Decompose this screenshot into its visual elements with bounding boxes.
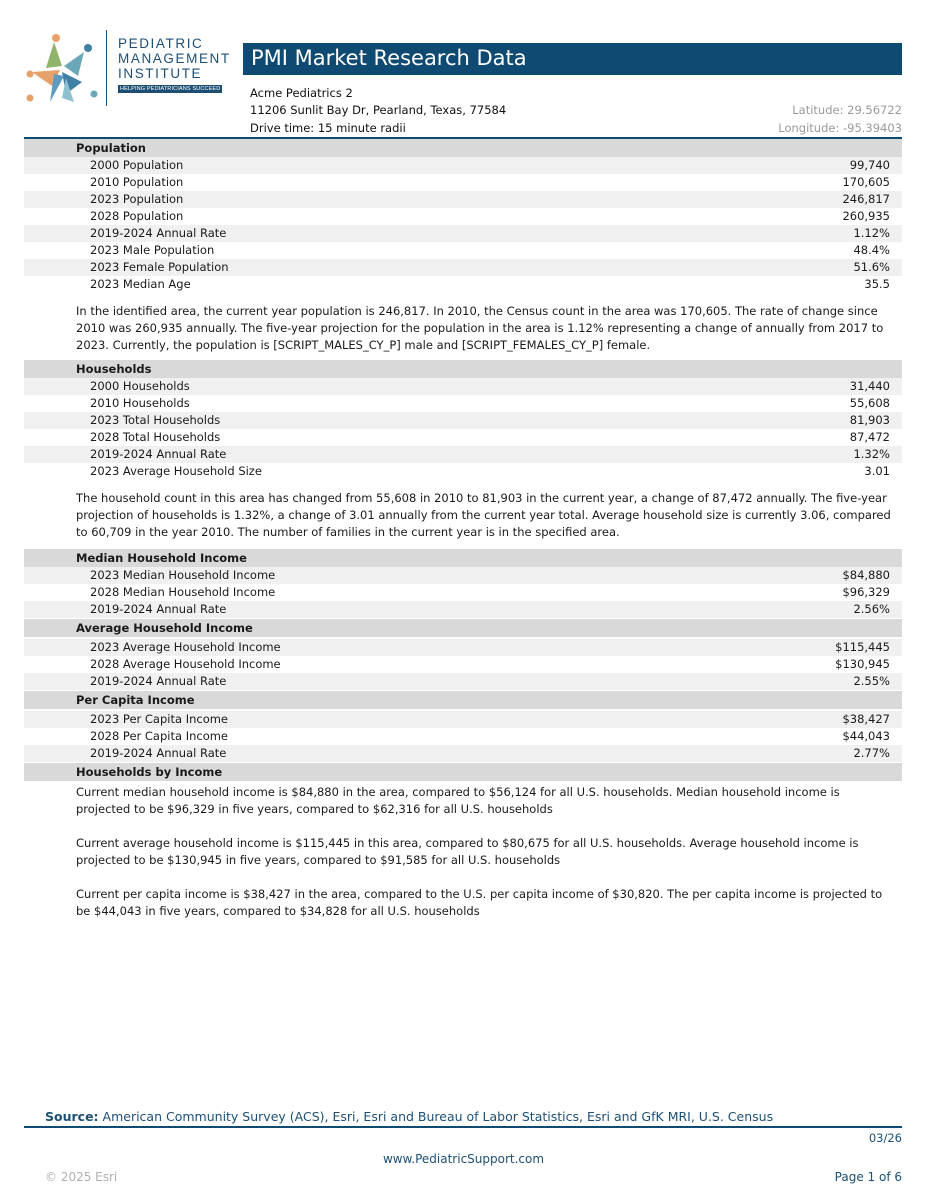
row-label: 2019-2024 Annual Rate [90, 674, 227, 688]
logo-divider [106, 30, 107, 106]
section-heading-median-income: Median Household Income [24, 549, 902, 567]
logo-line-3: INSTITUTE [118, 66, 203, 81]
section-heading-population: Population [24, 139, 902, 157]
logo-wordmark [118, 36, 231, 81]
table-row [24, 276, 902, 293]
row-value: 2.55% [853, 674, 890, 688]
row-label: 2023 Female Population [90, 260, 229, 274]
table-row [24, 191, 902, 208]
income-paragraph-per-capita: Current per capita income is $38,427 in the area, compared to the U.S. per capita income of $30,820. The per capita income is projected to be $44,043 in five years, compared to $34,828 for all U.S. households [76, 887, 883, 918]
row-label: 2028 Per Capita Income [90, 729, 229, 743]
row-label: 2028 Median Household Income [90, 585, 276, 599]
footer-divider [24, 1126, 902, 1128]
footer-code: 03/26 [868, 1131, 902, 1145]
table-row [24, 446, 902, 463]
row-value: 246,817 [842, 192, 890, 206]
row-label: 2000 Households [90, 379, 190, 393]
table-row [24, 745, 902, 762]
row-label: 2023 Median Household Income [90, 568, 276, 582]
source-line [45, 1109, 773, 1124]
pmi-logo [24, 30, 239, 110]
row-label: 2023 Median Age [90, 277, 191, 291]
table-row [24, 242, 902, 259]
row-value: $44,043 [842, 729, 890, 743]
logo-line-2: MANAGEMENT [118, 51, 231, 66]
table-row [24, 395, 902, 412]
income-paragraph-average: Current average household income is $115,445 in this area, compared to $80,675 for all U.S. households. Average household income is projected to be $130,945 in five years, compared to $91,585 for all U.S. households [76, 836, 859, 867]
row-value: 1.12% [853, 226, 890, 240]
table-row [24, 429, 902, 446]
site-address: 11206 Sunlit Bay Dr, Pearland, Texas, 77584 [250, 103, 507, 117]
row-value: 2.77% [853, 746, 890, 760]
section-heading-average-income: Average Household Income [24, 619, 902, 637]
logo-line-1: PEDIATRIC [118, 36, 204, 51]
row-label: 2023 Population [90, 192, 184, 206]
source-label: Source: [45, 1109, 99, 1124]
row-label: 2000 Population [90, 158, 184, 172]
row-value: 3.01 [864, 464, 890, 478]
table-row [24, 208, 902, 225]
row-value: 48.4% [853, 243, 890, 257]
row-value: 170,605 [842, 175, 890, 189]
row-label: 2019-2024 Annual Rate [90, 447, 227, 461]
report-title: PMI Market Research Data [243, 43, 902, 75]
copyright: © 2025 Esri [45, 1170, 118, 1184]
section-heading-households-by-income: Households by Income [24, 763, 902, 781]
table-row [24, 259, 902, 276]
report-body [24, 139, 902, 920]
row-value: 1.32% [853, 447, 890, 461]
row-label: 2019-2024 Annual Rate [90, 602, 227, 616]
table-row [24, 584, 902, 601]
row-value: 35.5 [864, 277, 890, 291]
row-value: 51.6% [853, 260, 890, 274]
population-summary: In the identified area, the current year population is 246,817. In 2010, the Census count in the area was 170,605. The rate of change since 2010 was 260,935 annually. The five-year projection for the population in the area is 1.12% representing a change of annually from 2017 to 2023. Currently, the population is [SCRIPT_MALES_CY_P] male and [SCRIPT_FEMALES_CY_P] female. [76, 304, 884, 352]
table-row [24, 711, 902, 728]
table-row [24, 412, 902, 429]
table-row [24, 567, 902, 584]
row-value: $96,329 [842, 585, 890, 599]
site-name: Acme Pediatrics 2 [250, 86, 353, 100]
source-text: American Community Survey (ACS), Esri, Esri and Bureau of Labor Statistics, Esri and GfK MRI, U.S. Census [102, 1109, 774, 1124]
row-value: $130,945 [835, 657, 890, 671]
row-label: 2028 Average Household Income [90, 657, 281, 671]
table-row [24, 463, 902, 480]
row-label: 2019-2024 Annual Rate [90, 746, 227, 760]
row-label: 2023 Per Capita Income [90, 712, 229, 726]
section-heading-per-capita: Per Capita Income [24, 691, 902, 709]
row-value: 87,472 [849, 430, 890, 444]
logo-tagline: HELPING PEDIATRICIANS SUCCEED [120, 86, 221, 92]
row-label: 2023 Male Population [90, 243, 215, 257]
row-label: 2023 Average Household Size [90, 464, 262, 478]
row-label: 2028 Population [90, 209, 184, 223]
households-summary: The household count in this area has changed from 55,608 in 2010 to 81,903 in the current year, a change of 87,472 annually. The five-year projection of households is 1.32%, a change of 3.01 annually from the current year total. Average household size is currently 3.06, compared to 60,709 in the year 2010. The number of families in the current year is in the specified area. [76, 491, 891, 539]
row-value: $38,427 [842, 712, 890, 726]
section-heading-households: Households [24, 360, 902, 378]
website-link[interactable]: www.PediatricSupport.com [382, 1152, 545, 1166]
income-paragraph-median: Current median household income is $84,880 in the area, compared to $56,124 for all U.S. households. Median household income is projected to be $96,329 in five years, compared to $62,316 for all U.S. households [76, 785, 840, 816]
table-row [24, 656, 902, 673]
table-row [24, 601, 902, 618]
page-number: Page 1 of 6 [834, 1170, 902, 1184]
row-value: 55,608 [849, 396, 890, 410]
latitude: Latitude: 29.56722 [792, 103, 902, 117]
row-label: 2010 Households [90, 396, 190, 410]
row-label: 2010 Population [90, 175, 184, 189]
table-row [24, 225, 902, 242]
row-value: $84,880 [842, 568, 890, 582]
table-row [24, 378, 902, 395]
longitude: Longitude: -95.39403 [778, 121, 902, 135]
star-figure-logo-icon [24, 32, 102, 104]
table-row [24, 673, 902, 690]
row-value: 99,740 [849, 158, 890, 172]
drive-time: Drive time: 15 minute radii [250, 121, 406, 135]
table-row [24, 174, 902, 191]
row-label: 2023 Total Households [90, 413, 221, 427]
table-row [24, 639, 902, 656]
row-value: 260,935 [842, 209, 890, 223]
row-value: 81,903 [849, 413, 890, 427]
row-value: 31,440 [849, 379, 890, 393]
row-label: 2019-2024 Annual Rate [90, 226, 227, 240]
table-row [24, 728, 902, 745]
row-label: 2028 Total Households [90, 430, 221, 444]
row-label: 2023 Average Household Income [90, 640, 281, 654]
row-value: $115,445 [835, 640, 890, 654]
table-row [24, 157, 902, 174]
row-value: 2.56% [853, 602, 890, 616]
